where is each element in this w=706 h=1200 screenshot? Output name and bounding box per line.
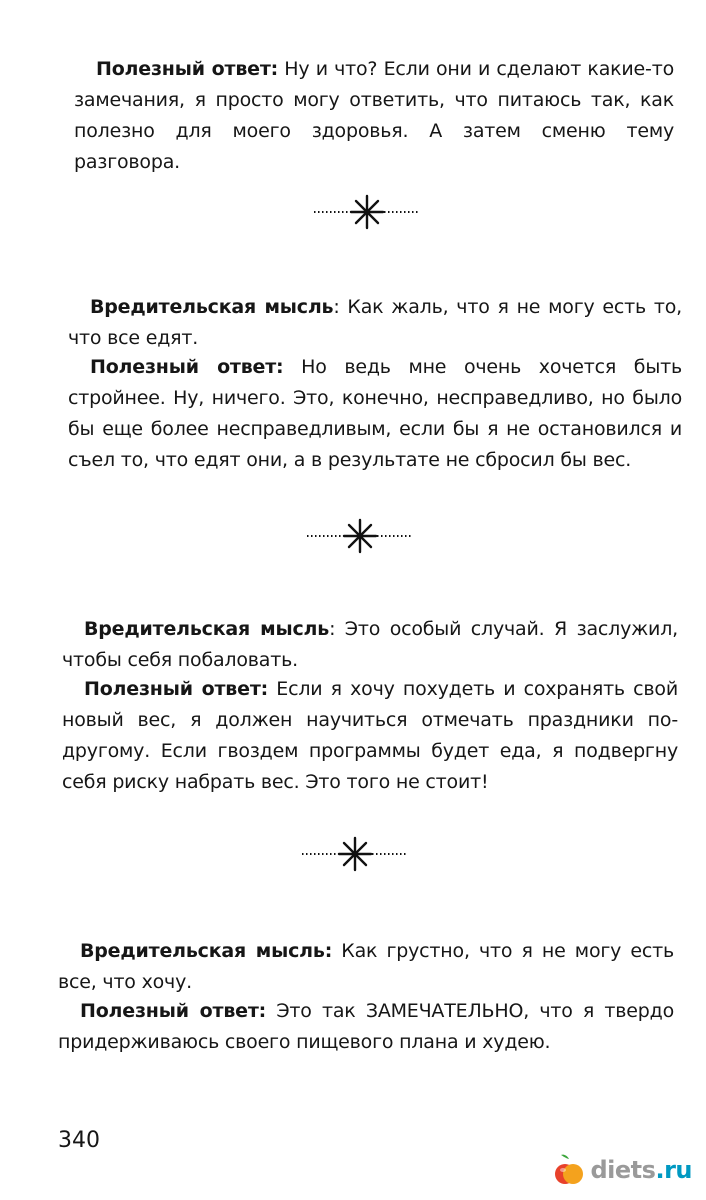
reply-label: Полезный ответ: [96, 58, 279, 80]
reply-text: Это так ЗАМЕЧАТЕЛЬНО, что я твердо придерживаюсь своего пищевого плана и худею. [58, 1000, 674, 1053]
watermark-domain: .ru [655, 1156, 692, 1184]
diets-watermark [553, 1152, 693, 1188]
harmful-thought-2 [68, 292, 682, 354]
page-number: 340 [58, 1128, 100, 1153]
thought-label: Вредительская мысль: [80, 940, 333, 962]
helpful-reply-2 [68, 352, 682, 476]
thought-label: Вредительская мысль [84, 618, 330, 640]
helpful-reply-3 [62, 674, 678, 798]
thought-label: Вредительская мысль [90, 296, 334, 318]
star-divider-2 [305, 516, 415, 556]
fruit-logo-icon [553, 1153, 585, 1187]
thought-text: : Как жаль, что я не могу есть то, что все едят. [68, 296, 682, 349]
harmful-thought-4 [58, 936, 674, 998]
reply-text: Но ведь мне очень хочется быть стройнее. Ну, ничего. Это, конечно, несправедливо, но было бы еще более несправедливым, если бы я не остановился и съел то, что едят они, а в результате не сбросил бы вес. [68, 356, 682, 471]
reply-label: Полезный ответ: [90, 356, 284, 378]
reply-label: Полезный ответ: [80, 1000, 267, 1022]
reply-text: Если я хочу похудеть и сохранять свой новый вес, я должен научиться отмечать праздники по-другому. Если гвоздем программы будет еда, я подвергну себя риску набрать вес. Это того не стоит! [62, 678, 678, 793]
helpful-reply-4 [58, 996, 674, 1058]
reply-text: Ну и что? Если они и сделают какие-то замечания, я просто могу ответить, что питаюсь так, как полезно для моего здоровья. А затем сменю тему разговора. [74, 58, 674, 173]
helpful-reply-1 [74, 54, 674, 178]
thought-text: : Это особый случай. Я заслужил, чтобы себя побаловать. [62, 618, 678, 671]
harmful-thought-3 [62, 614, 678, 676]
star-divider-1 [312, 192, 422, 232]
star-divider-3 [300, 834, 410, 874]
watermark-name: diets [590, 1156, 656, 1184]
reply-label: Полезный ответ: [84, 678, 269, 700]
thought-text: Как грустно, что я не могу есть все, что хочу. [58, 940, 674, 993]
